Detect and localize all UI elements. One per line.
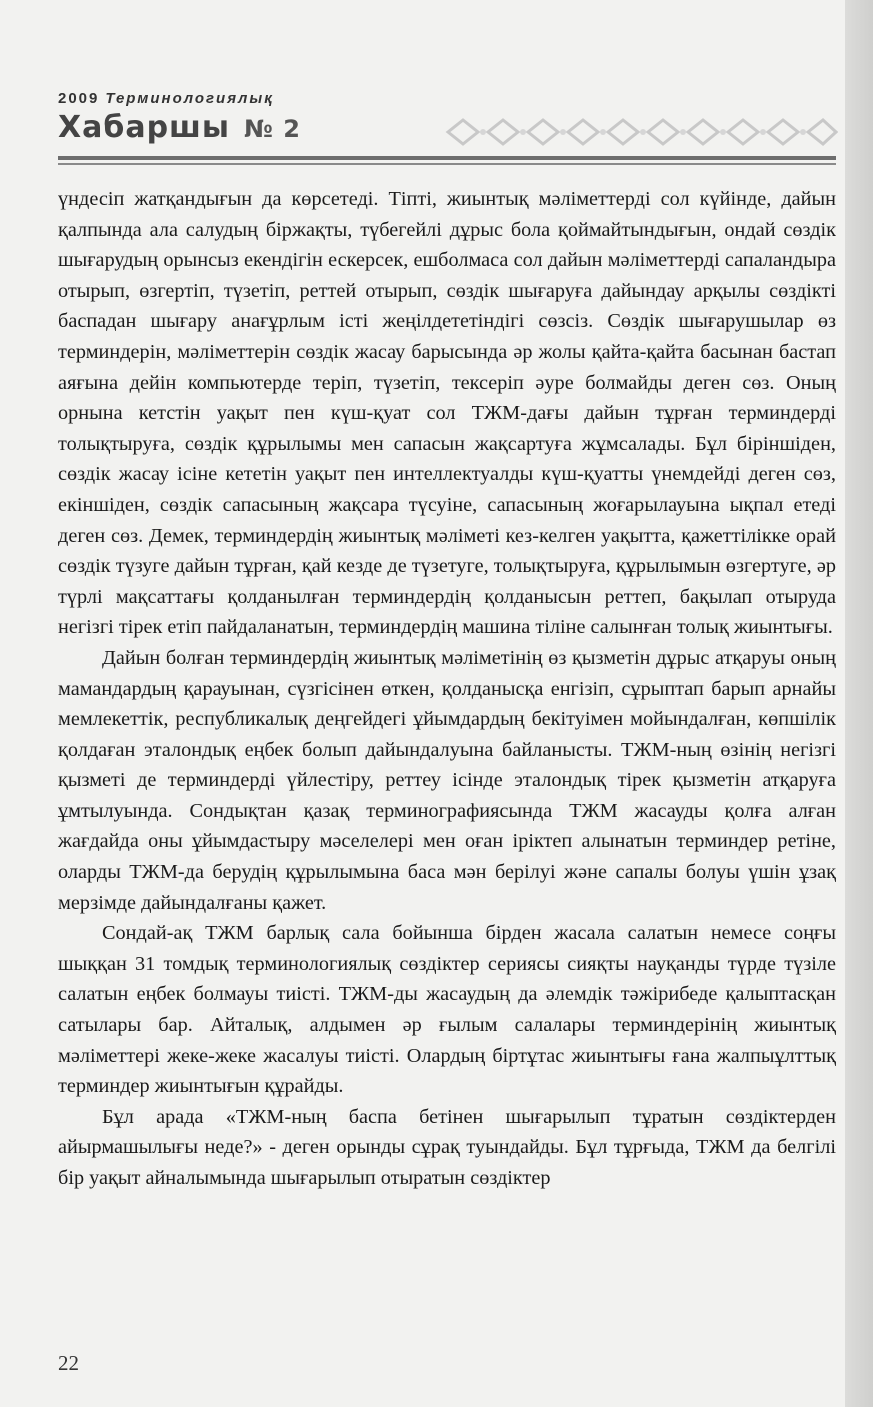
paragraph: Бұл арада «ТЖМ-ның баспа бетінен шығарылып тұратын сөздіктерден айырмашылығы неде?» - деген орынды сұрақ туындайды. Бұл тұрғыда, ТЖМ да белгілі бір уақыт айналымында шығарылып отыратын сөздіктер <box>58 1105 836 1189</box>
paragraph: үндесіп жатқандығын да көрсетеді. Тіпті, жиынтық мәліметтерді сол күйінде, дайын қалпында ала салудың біржақты, түбегейлі дұрыс бола қоймайтындығын, ондай сөздік шығарудың орынсыз екендігін ескерсек, ешболмаса сол дайын мәліметтерді сапаландыра отырып, өзгертіп, түзетіп, реттей отырып, сөздік шығаруға дайындау арқылы сөздікті баспадан шығару анағұрлым істі жеңілдететіндігі сөзсіз. Сөздік шығарушылар өз терминдерін, мәліметтерін сөздік жасау барысында әр жолы қайта-қайта басынан бастап аяғына дейін компьютерде теріп, түзетіп, тексеріп әуре болмайды деген сөз. Оның орнына кетстін уақыт пен күш-қуат сол ТЖМ-дағы дайын тұрған терминдерді толықтыруға, сөздік құрылымы мен сапасын жақсартуға жұмсалады. Бұл біріншіден, сөздік жасау ісіне кететін уақыт пен интеллектуалды күш-қуатты үнемдейді деген сөз, екіншіден, сөздік сапасының жақсара түсуіне, сапасының жоғарылауына ықпал етеді деген сөз. Демек, терминдердің жиынтық мәліметі кез-келген уақытта, қажеттілікке орай сөздік түзуге дайын тұрған, қай кезде де түзетуге, толықтыруға, құрылымын өзгертуге, әр түрлі мақсаттағы қолданылған терминдердің қолданысын реттеп, бақылап отыруда негізгі тірек етіп пайдаланатын, терминдердің машина тіліне салынған толық жиынтығы. <box>58 188 836 639</box>
ornament-band <box>438 112 838 152</box>
paragraph: Дайын болған терминдердің жиынтық мәліметінің өз қызметін дұрыс атқаруы оның мамандардың қарауынан, сүзгісінен өткен, қолданысқа енгізіп, сұрыптап барып арнайы мемлекеттік, республикалық деңгейдегі ұйымдардың бекітуімен мойындалған, көпшілік қолдаған эталондық еңбек болып дайындалуына байланысты. ТЖМ-ның өзінің негізгі қызметі де терминдерді үйлестіру, реттеу ісінде эталондық тірек қызметін атқаруға ұмтылуында. Сондықтан қазақ терминографиясында ТЖМ жасауды қолға алған жағдайда оны ұйымдастыру мәселелері мен оған іріктеп алынатын терминдер ретіне, оларды ТЖМ-да берудің құрылымына баса мән берілуі және сапалы болуы үшін ұзақ мерзімде дайындалғаны қажет. <box>58 646 836 914</box>
header-issue: № 2 <box>244 115 301 143</box>
paragraph: Сондай-ақ ТЖМ барлық сала бойынша бірден жасала салатын немесе соңғы шыққан 31 томдық терминологиялық сөздіктер сериясы сияқты науқанды түрде түзіле салатын еңбек болмауы тиісті. ТЖМ-ды жасаудың да әлемдік тәжірибеде қалыптасқан сатылары бар. Айталық, алдымен әр ғылым салалары терминдерінің жиынтық мәліметтері жеке-жеке жасалуы тиісті. Олардың біртұтас жиынтығы ғана жалпыұлттық терминдер жиынтығын құрайды. <box>58 922 836 1098</box>
header-top-title: Терминологиялық <box>105 90 274 107</box>
header-title <box>58 110 301 145</box>
page-number: 22 <box>58 1351 79 1375</box>
header-rule-thick <box>58 156 836 160</box>
page-edge <box>845 0 873 1407</box>
header-year: 2009 <box>58 90 100 107</box>
journal-header <box>58 90 838 170</box>
article-body <box>58 184 836 1194</box>
header-subtitle <box>58 90 274 107</box>
header-rule-thin <box>58 163 836 165</box>
header-main-title: Хабаршы <box>58 110 231 145</box>
